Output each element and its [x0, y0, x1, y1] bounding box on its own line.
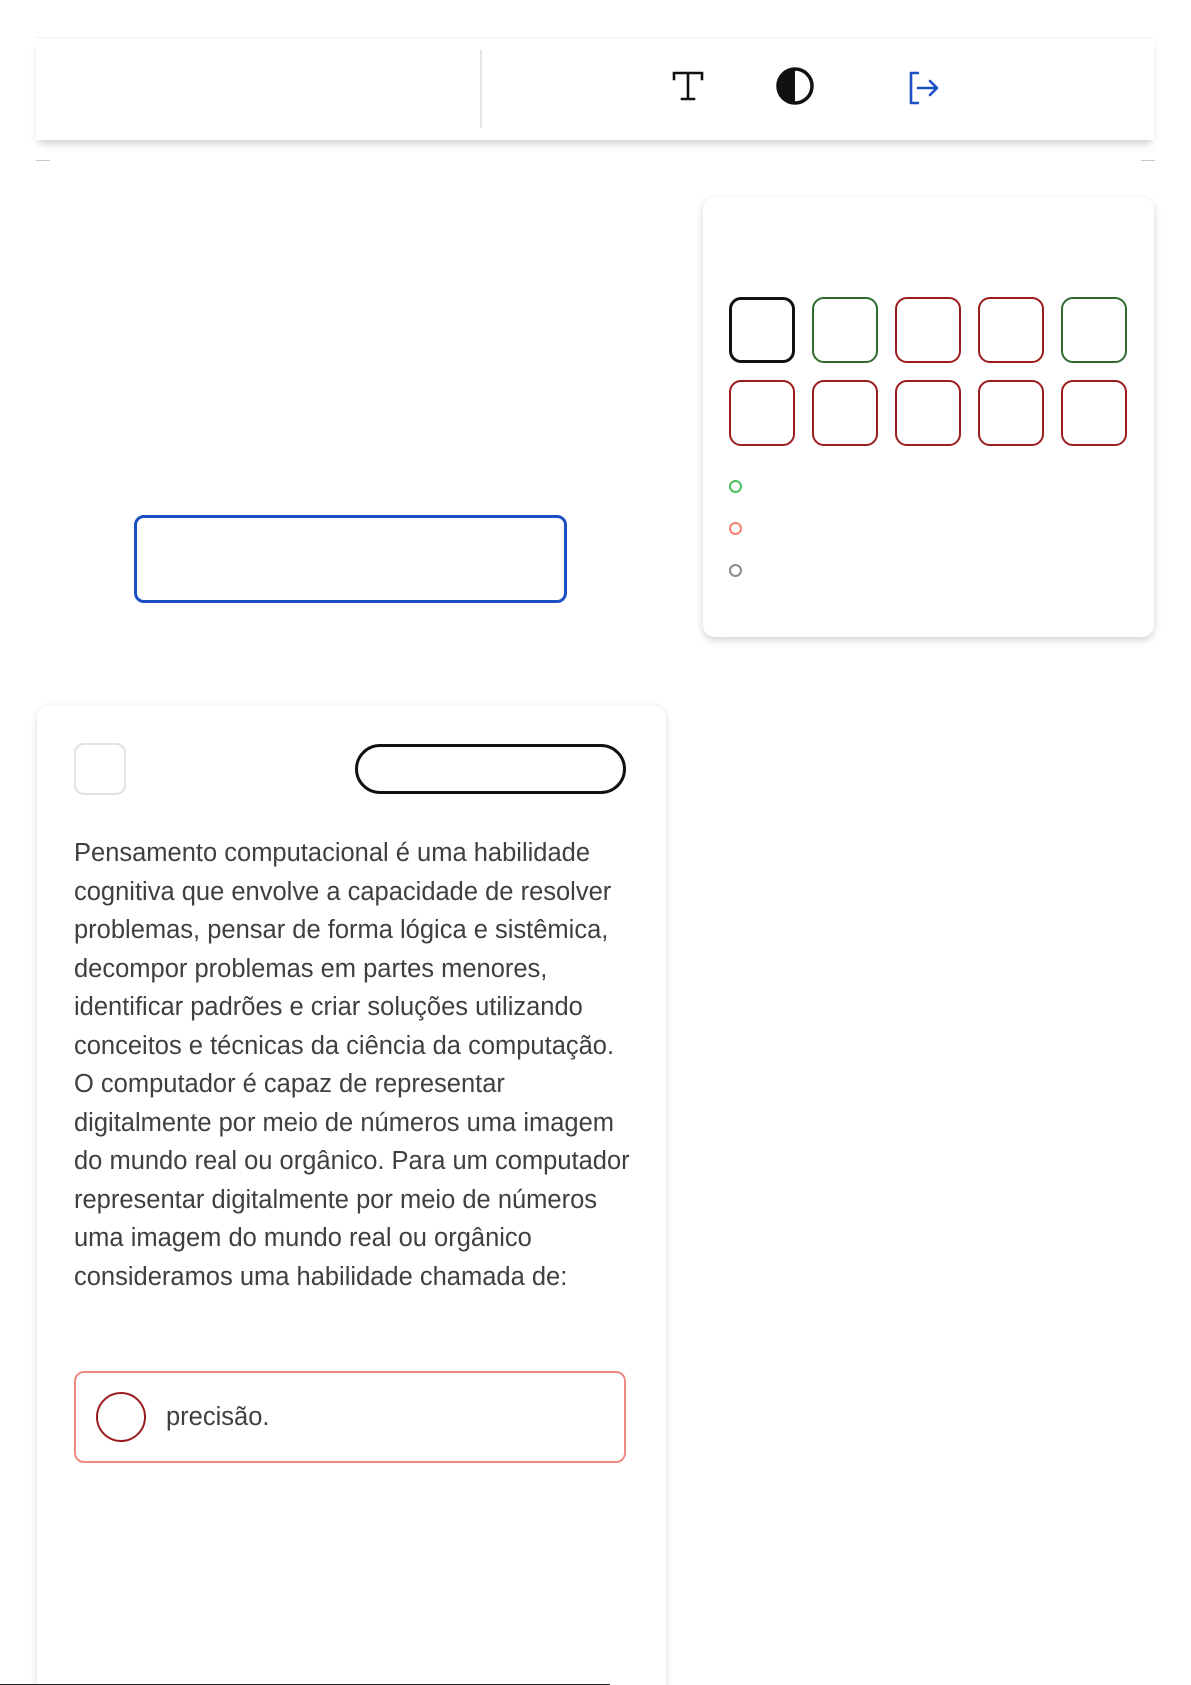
question-nav-box-1[interactable] [729, 297, 795, 363]
top-toolbar [36, 37, 1154, 140]
question-nav-box-4[interactable] [978, 297, 1044, 363]
legend-wrong-icon [729, 522, 742, 535]
layout-tick [1141, 160, 1155, 161]
radio-button[interactable] [96, 1392, 146, 1442]
answer-input[interactable] [134, 515, 567, 603]
font-size-icon[interactable] [666, 64, 710, 108]
bookmark-checkbox[interactable] [74, 743, 126, 795]
logout-icon[interactable] [902, 66, 946, 110]
question-nav-box-7[interactable] [812, 380, 878, 446]
question-nav-box-3[interactable] [895, 297, 961, 363]
question-card [37, 706, 666, 1685]
question-nav-box-9[interactable] [978, 380, 1044, 446]
legend-unanswered-icon [729, 564, 742, 577]
question-navigator [703, 197, 1154, 637]
layout-tick [36, 160, 50, 161]
question-grid [729, 297, 1127, 446]
question-nav-box-2[interactable] [812, 297, 878, 363]
answer-option-label: precisão. [166, 1402, 270, 1431]
question-nav-box-6[interactable] [729, 380, 795, 446]
question-nav-box-8[interactable] [895, 380, 961, 446]
question-nav-box-5[interactable] [1061, 297, 1127, 363]
answer-option[interactable] [74, 1371, 626, 1463]
question-nav-box-10[interactable] [1061, 380, 1127, 446]
legend-correct-icon [729, 480, 742, 493]
question-action-button[interactable] [355, 744, 626, 794]
toolbar-divider [480, 50, 482, 128]
question-text: Pensamento computacional é uma habilidade cognitiva que envolve a capacidade de resolver problemas, pensar de forma lógica e sistêmica, decompor problemas em partes menores, identificar padrões e criar soluções utilizando conceitos e técnicas da ciência da computação. O computador é capaz de representar digitalmente por meio de números uma imagem do mundo real ou orgânico. Para um computador representar digitalmente por meio de números uma imagem do mundo real ou orgânico consideramos uma habilidade chamada de: [74, 839, 630, 1291]
contrast-icon[interactable] [773, 64, 817, 108]
